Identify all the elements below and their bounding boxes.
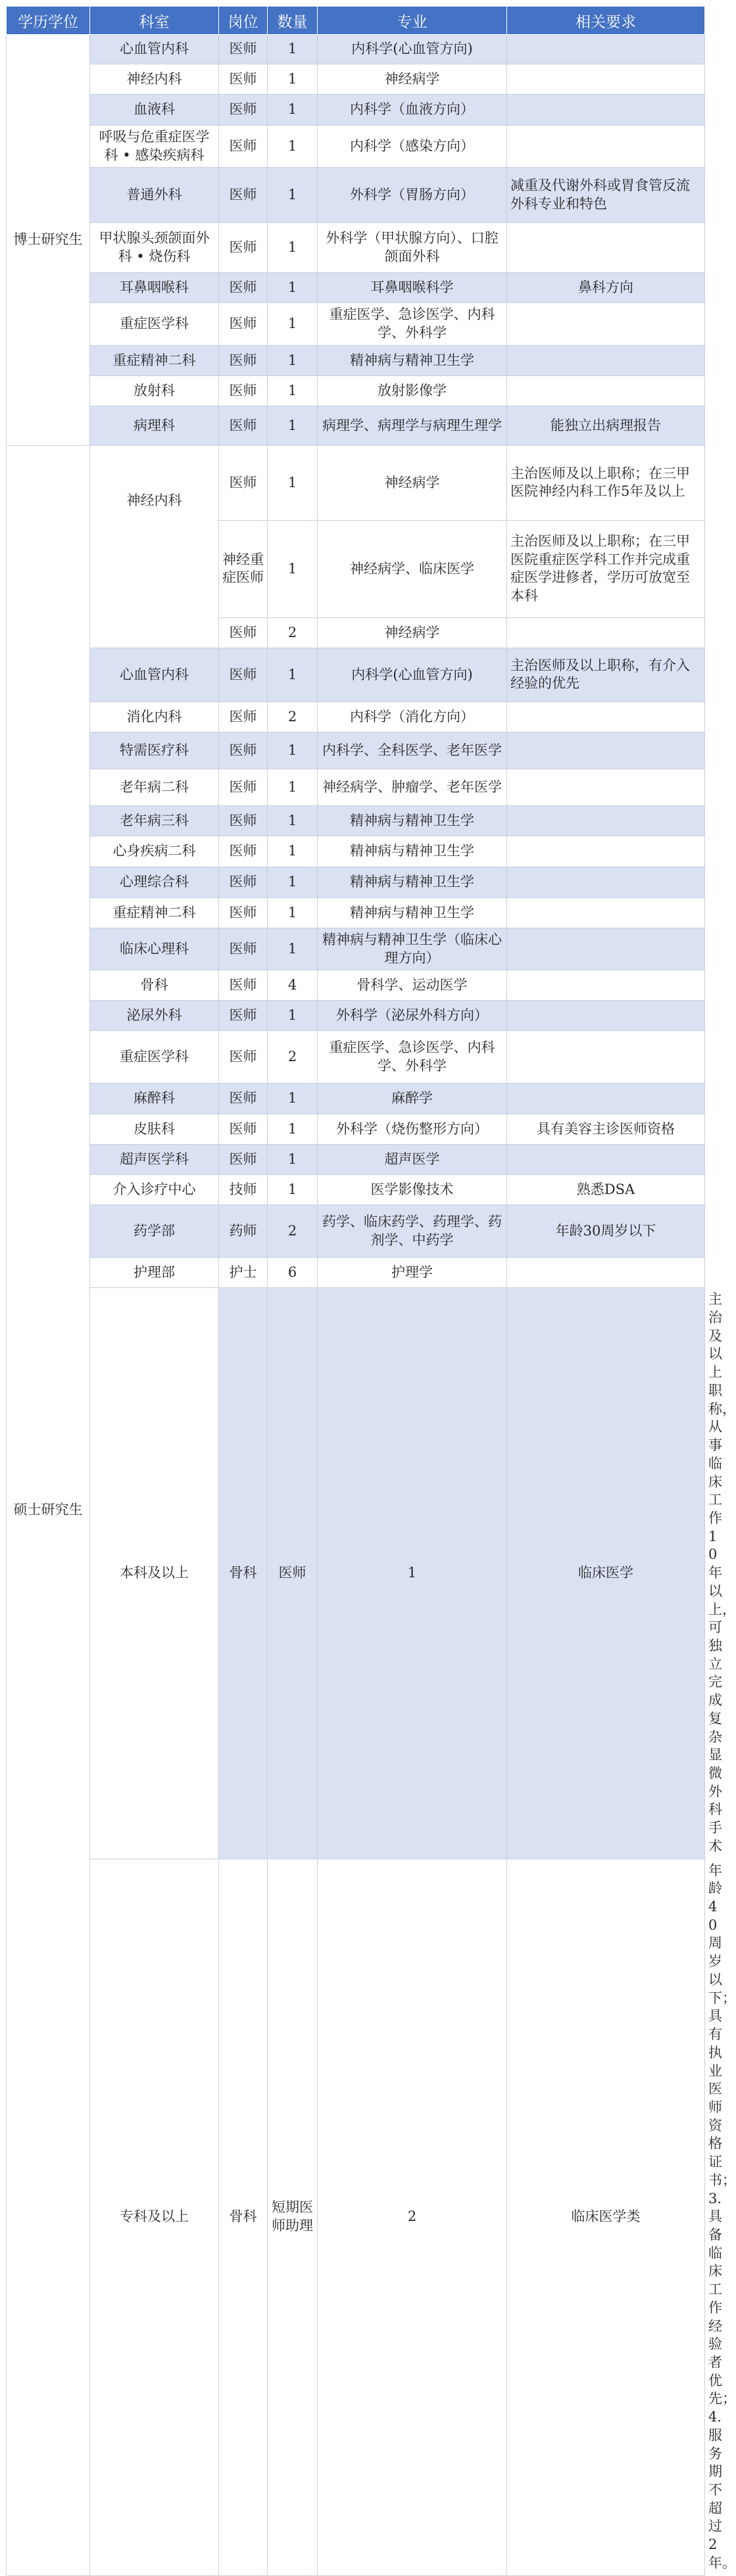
header-degree: 学历学位 — [7, 7, 90, 35]
major-cell: 内科学(心血管方向) — [318, 35, 507, 64]
count-cell: 1 — [268, 732, 318, 769]
post-cell: 医师 — [219, 375, 268, 406]
department-cell: 心血管内科 — [90, 35, 219, 64]
post-cell: 医师 — [219, 970, 268, 1001]
count-cell: 1 — [268, 648, 318, 702]
count-cell: 4 — [268, 970, 318, 1001]
post-cell: 医师 — [219, 1145, 268, 1175]
count-cell: 1 — [318, 1288, 507, 1859]
major-cell: 外科学（烧伤整形方向） — [318, 1114, 507, 1145]
major-cell: 神经病学、临床医学 — [318, 520, 507, 617]
table-row — [7, 303, 705, 345]
department-cell: 重症医学科 — [90, 303, 219, 345]
requirement-cell — [507, 64, 705, 95]
table-row — [7, 769, 705, 805]
table-row — [7, 970, 705, 1001]
requirement-cell — [507, 35, 705, 64]
department-cell: 骨科 — [219, 1859, 268, 2575]
table-row — [7, 375, 705, 406]
major-cell: 超声医学 — [318, 1145, 507, 1175]
department-cell: 重症精神二科 — [90, 897, 219, 928]
count-cell: 1 — [268, 375, 318, 406]
department-cell: 心血管内科 — [90, 648, 219, 702]
major-cell: 病理学、病理学与病理生理学 — [318, 406, 507, 445]
post-cell: 医师 — [219, 648, 268, 702]
requirement-cell — [507, 1258, 705, 1288]
major-cell: 内科学(心血管方向) — [318, 648, 507, 702]
table-row — [7, 1084, 705, 1114]
requirement-cell — [507, 897, 705, 928]
requirement-cell: 减重及代谢外科或胃食管反流外科专业和特色 — [507, 168, 705, 223]
requirement-cell: 主治医师及以上职称；在三甲医院重症医学科工作并完成重症医学进修者，学历可放宽至本科 — [507, 520, 705, 617]
count-cell: 1 — [268, 897, 318, 928]
requirement-cell — [507, 1001, 705, 1031]
post-cell: 护士 — [219, 1258, 268, 1288]
count-cell: 1 — [268, 928, 318, 970]
table-row — [7, 702, 705, 732]
requirement-cell — [507, 1145, 705, 1175]
major-cell: 外科学（胃肠方向） — [318, 168, 507, 223]
requirement-cell — [507, 1031, 705, 1084]
department-cell: 临床心理科 — [90, 928, 219, 970]
requirement-cell — [507, 223, 705, 273]
requirement-cell: 能独立出病理报告 — [507, 406, 705, 445]
post-cell: 医师 — [219, 1001, 268, 1031]
count-cell: 2 — [268, 1205, 318, 1258]
degree-cell: 专科及以上 — [90, 1859, 219, 2575]
post-cell: 药师 — [219, 1205, 268, 1258]
post-cell: 医师 — [219, 1031, 268, 1084]
post-cell: 医师 — [219, 732, 268, 769]
count-cell: 1 — [268, 1114, 318, 1145]
table-row — [7, 126, 705, 168]
table-row — [7, 1114, 705, 1145]
department-cell: 介入诊疗中心 — [90, 1175, 219, 1205]
major-cell: 精神病与精神卫生学 — [318, 345, 507, 375]
major-cell: 重症医学、急诊医学、内科学、外科学 — [318, 1031, 507, 1084]
major-cell: 精神病与精神卫生学 — [318, 897, 507, 928]
major-cell: 骨科学、运动医学 — [318, 970, 507, 1001]
major-cell: 内科学（血液方向） — [318, 95, 507, 126]
post-cell: 医师 — [219, 223, 268, 273]
major-cell: 外科学（泌尿外科方向） — [318, 1001, 507, 1031]
department-cell: 老年病二科 — [90, 769, 219, 805]
table-row — [7, 836, 705, 867]
department-cell: 呼吸与危重症医学科 • 感染疾病科 — [90, 126, 219, 168]
count-cell: 2 — [268, 617, 318, 648]
department-cell: 重症精神二科 — [90, 345, 219, 375]
table-row: 本科及以上 骨科 医师 1 临床医学 主治及以上职称，从事临床工作10年以上，可独立完成复杂显微外科手术 — [7, 1288, 705, 1859]
count-cell: 1 — [268, 805, 318, 836]
degree-cell: 博士研究生 — [7, 35, 90, 446]
degree-cell: 硕士研究生 — [7, 445, 90, 2575]
requirement-cell: 年龄30周岁以下 — [507, 1205, 705, 1258]
department-cell: 药学部 — [90, 1205, 219, 1258]
major-cell: 医学影像技术 — [318, 1175, 507, 1205]
degree-cell: 本科及以上 — [90, 1288, 219, 1859]
table-row — [7, 1031, 705, 1084]
requirement-cell: 主治医师及以上职称；在三甲医院神经内科工作5年及以上 — [507, 445, 705, 520]
header-count: 数量 — [268, 7, 318, 35]
recruitment-table — [6, 6, 736, 2576]
post-cell: 医师 — [219, 273, 268, 303]
post-cell: 短期医师助理 — [268, 1859, 318, 2575]
requirement-cell: 鼻科方向 — [507, 273, 705, 303]
department-cell: 皮肤科 — [90, 1114, 219, 1145]
table-row — [7, 223, 705, 273]
count-cell: 1 — [268, 95, 318, 126]
header-post: 岗位 — [219, 7, 268, 35]
requirement-cell — [507, 805, 705, 836]
table-row — [7, 445, 705, 520]
post-cell: 医师 — [219, 303, 268, 345]
major-cell: 重症医学、急诊医学、内科学、外科学 — [318, 303, 507, 345]
count-cell: 1 — [268, 1001, 318, 1031]
table-row — [7, 95, 705, 126]
major-cell: 临床医学 — [507, 1288, 705, 1859]
department-cell: 耳鼻咽喉科 — [90, 273, 219, 303]
major-cell: 精神病与精神卫生学 — [318, 867, 507, 897]
department-cell: 病理科 — [90, 406, 219, 445]
table-row — [7, 1175, 705, 1205]
department-cell: 神经内科 — [90, 445, 219, 648]
major-cell: 内科学、全科医学、老年医学 — [318, 732, 507, 769]
major-cell: 内科学（消化方向） — [318, 702, 507, 732]
department-cell: 普通外科 — [90, 168, 219, 223]
department-cell: 甲状腺头颈颌面外科 • 烧伤科 — [90, 223, 219, 273]
major-cell: 精神病与精神卫生学 — [318, 805, 507, 836]
requirement-cell — [507, 769, 705, 805]
post-cell: 医师 — [219, 406, 268, 445]
requirement-cell — [507, 345, 705, 375]
post-cell: 神经重症医师 — [219, 520, 268, 617]
table-row — [7, 1258, 705, 1288]
table-row — [7, 1145, 705, 1175]
post-cell: 医师 — [219, 345, 268, 375]
major-cell: 麻醉学 — [318, 1084, 507, 1114]
requirement-cell: 主治医师及以上职称，有介入经验的优先 — [507, 648, 705, 702]
post-cell: 医师 — [219, 702, 268, 732]
count-cell: 1 — [268, 520, 318, 617]
table-row — [7, 273, 705, 303]
major-cell: 神经病学 — [318, 64, 507, 95]
department-cell: 放射科 — [90, 375, 219, 406]
department-cell: 特需医疗科 — [90, 732, 219, 769]
post-cell: 医师 — [219, 928, 268, 970]
major-cell: 放射影像学 — [318, 375, 507, 406]
major-cell: 护理学 — [318, 1258, 507, 1288]
major-cell: 神经病学 — [318, 445, 507, 520]
table-row — [7, 805, 705, 836]
count-cell: 1 — [268, 1084, 318, 1114]
post-cell: 医师 — [219, 126, 268, 168]
count-cell: 1 — [268, 303, 318, 345]
post-cell: 医师 — [219, 64, 268, 95]
count-cell: 1 — [268, 35, 318, 64]
requirement-cell — [507, 95, 705, 126]
department-cell: 泌尿外科 — [90, 1001, 219, 1031]
table-row — [7, 732, 705, 769]
requirement-cell — [507, 375, 705, 406]
count-cell: 1 — [268, 126, 318, 168]
post-cell: 医师 — [219, 95, 268, 126]
requirement-cell — [507, 970, 705, 1001]
count-cell: 1 — [268, 273, 318, 303]
post-cell: 医师 — [219, 805, 268, 836]
department-cell: 老年病三科 — [90, 805, 219, 836]
table-row — [7, 648, 705, 702]
department-cell: 超声医学科 — [90, 1145, 219, 1175]
count-cell: 1 — [268, 64, 318, 95]
post-cell: 医师 — [219, 445, 268, 520]
major-cell: 神经病学、肿瘤学、老年医学 — [318, 769, 507, 805]
requirement-cell — [507, 836, 705, 867]
requirement-cell — [507, 928, 705, 970]
requirement-cell — [507, 303, 705, 345]
count-cell: 1 — [268, 406, 318, 445]
post-cell: 医师 — [219, 1084, 268, 1114]
table-row — [7, 35, 705, 64]
major-cell: 内科学（感染方向） — [318, 126, 507, 168]
major-cell: 精神病与精神卫生学 — [318, 836, 507, 867]
major-cell: 药学、临床药学、药理学、药剂学、中药学 — [318, 1205, 507, 1258]
count-cell: 2 — [268, 1031, 318, 1084]
requirement-cell — [507, 867, 705, 897]
post-cell: 技师 — [219, 1175, 268, 1205]
major-cell: 精神病与精神卫生学（临床心理方向） — [318, 928, 507, 970]
requirement-cell — [507, 732, 705, 769]
department-cell: 心身疾病二科 — [90, 836, 219, 867]
count-cell: 1 — [268, 1145, 318, 1175]
table-row — [7, 867, 705, 897]
table-row — [7, 1001, 705, 1031]
department-cell: 护理部 — [90, 1258, 219, 1288]
department-cell: 麻醉科 — [90, 1084, 219, 1114]
major-cell: 临床医学类 — [507, 1859, 705, 2575]
department-cell: 骨科 — [90, 970, 219, 1001]
count-cell: 1 — [268, 1175, 318, 1205]
post-cell: 医师 — [219, 897, 268, 928]
table-row — [7, 928, 705, 970]
table-row — [7, 406, 705, 445]
table-row — [7, 897, 705, 928]
requirement-cell — [507, 617, 705, 648]
header-requirements: 相关要求 — [507, 7, 705, 35]
count-cell: 2 — [268, 702, 318, 732]
requirement-cell — [507, 126, 705, 168]
requirement-cell — [507, 702, 705, 732]
requirement-cell: 具有美容主诊医师资格 — [507, 1114, 705, 1145]
count-cell: 1 — [268, 867, 318, 897]
count-cell: 1 — [268, 223, 318, 273]
table-row — [7, 345, 705, 375]
table-row — [7, 168, 705, 223]
post-cell: 医师 — [219, 769, 268, 805]
requirement-cell — [507, 1084, 705, 1114]
count-cell: 1 — [268, 769, 318, 805]
post-cell: 医师 — [219, 867, 268, 897]
table-row — [7, 64, 705, 95]
department-cell: 心理综合科 — [90, 867, 219, 897]
table-row — [7, 1205, 705, 1258]
department-cell: 消化内科 — [90, 702, 219, 732]
department-cell: 神经内科 — [90, 64, 219, 95]
major-cell: 耳鼻咽喉科学 — [318, 273, 507, 303]
post-cell: 医师 — [268, 1288, 318, 1859]
post-cell: 医师 — [219, 617, 268, 648]
post-cell: 医师 — [219, 1114, 268, 1145]
department-cell: 骨科 — [219, 1288, 268, 1859]
post-cell: 医师 — [219, 836, 268, 867]
department-cell: 血液科 — [90, 95, 219, 126]
header-row — [7, 7, 705, 35]
count-cell: 1 — [268, 836, 318, 867]
count-cell: 1 — [268, 168, 318, 223]
department-cell: 重症医学科 — [90, 1031, 219, 1084]
header-major: 专业 — [318, 7, 507, 35]
table-row: 专科及以上 骨科 短期医师助理 2 临床医学类 年龄40周岁以下；具有执业医师资格证书；3. 具备临床工作经验者优先；4. 服务期不超过2年。 — [7, 1859, 705, 2575]
major-cell: 神经病学 — [318, 617, 507, 648]
post-cell: 医师 — [219, 168, 268, 223]
count-cell: 1 — [268, 345, 318, 375]
post-cell: 医师 — [219, 35, 268, 64]
count-cell: 1 — [268, 445, 318, 520]
count-cell: 6 — [268, 1258, 318, 1288]
requirement-cell: 熟悉DSA — [507, 1175, 705, 1205]
header-department: 科室 — [90, 7, 219, 35]
major-cell: 外科学（甲状腺方向）、口腔颌面外科 — [318, 223, 507, 273]
count-cell: 2 — [318, 1859, 507, 2575]
